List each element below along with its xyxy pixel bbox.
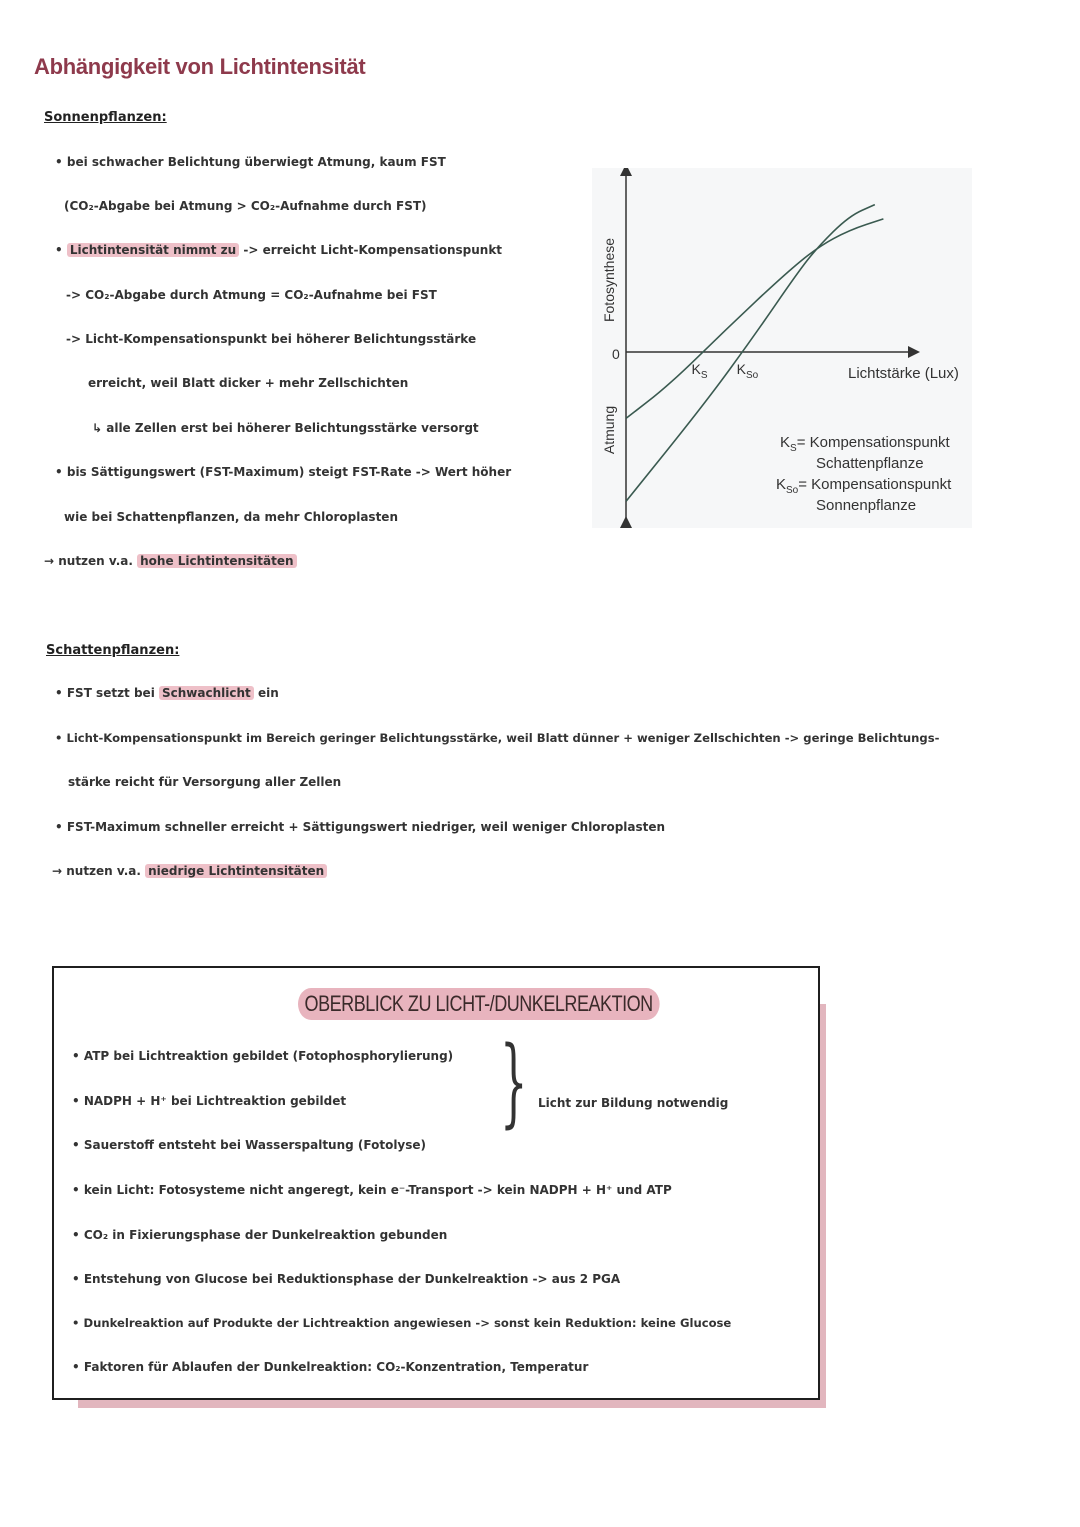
sun-line-4: -> CO₂-Abgabe durch Atmung = CO₂-Aufnahme bei FST xyxy=(66,288,437,302)
kso-sub: So xyxy=(746,370,759,381)
legend-kso-key: K xyxy=(776,476,787,493)
shade-line-1-c: ein xyxy=(253,686,279,700)
overview-item-factors: • Faktoren für Ablaufen der Dunkelreaktion: CO₂-Konzentration, Temperatur xyxy=(72,1360,589,1374)
overview-item-dependency: • Dunkelreaktion auf Produkte der Lichtreaktion angewiesen -> sonst kein Reduktion: keine Glucose xyxy=(72,1316,732,1330)
page-title: Abhängigkeit von Lichtintensität xyxy=(34,54,366,79)
overview-item-nadph: • NADPH + H⁺ bei Lichtreaktion gebildet xyxy=(72,1094,347,1108)
overview-item-atp: • ATP bei Lichtreaktion gebildet (Fotophosphorylierung) xyxy=(72,1049,454,1063)
shade-conclusion xyxy=(52,864,327,878)
sun-conclusion-prefix: → nutzen v.a. xyxy=(44,554,138,568)
sun-line-8: • bis Sättigungswert (FST-Maximum) steigt FST-Rate -> Wert höher xyxy=(55,465,512,479)
overview-item-oxygen: • Sauerstoff entsteht bei Wasserspaltung (Fotolyse) xyxy=(72,1138,427,1152)
legend-kso-cont: Sonnenpflanze xyxy=(816,497,917,514)
shade-line-1 xyxy=(55,686,279,700)
legend-ks xyxy=(780,434,951,454)
shade-plant-curve xyxy=(626,219,883,419)
sun-line-1: • bei schwacher Belichtung überwiegt Atmung, kaum FST xyxy=(55,155,446,169)
sun-line-2: (CO₂-Abgabe bei Atmung > CO₂-Aufnahme durch FST) xyxy=(64,199,427,213)
y-label-atmung: Atmung xyxy=(601,405,617,455)
shade-line-2: • Licht-Kompensationspunkt im Bereich geringer Belichtungsstärke, weil Blatt dünner + weniger Zellschichten -> geringe Belichtungs- xyxy=(55,731,940,745)
legend-kso-sub: So xyxy=(786,485,799,496)
sun-line-9: wie bei Schattenpflanzen, da mehr Chloroplasten xyxy=(64,510,398,524)
sun-line-5: -> Licht-Kompensationspunkt bei höherer Belichtungsstärke xyxy=(66,332,477,346)
overview-item-glucose: • Entstehung von Glucose bei Reduktionsphase der Dunkelreaktion -> aus 2 PGA xyxy=(72,1272,621,1286)
overview-title: OBERBLICK ZU LICHT-/DUNKELREAKTION xyxy=(298,988,659,1020)
photosynthesis-chart xyxy=(592,168,972,528)
bullet: • xyxy=(55,243,67,257)
zero-label: 0 xyxy=(612,346,620,362)
kso-point-label xyxy=(737,361,759,381)
shade-line-1-a: • FST setzt bei xyxy=(55,686,159,700)
legend-ks-cont: Schattenpflanze xyxy=(816,455,924,472)
chart-svg xyxy=(592,168,972,528)
legend-ks-sub: S xyxy=(790,443,797,454)
legend-kso xyxy=(776,476,952,496)
sun-line-6: erreicht, weil Blatt dicker + mehr Zellschichten xyxy=(88,376,409,390)
sun-line-3 xyxy=(55,243,502,257)
curly-brace-icon: } xyxy=(500,1026,528,1138)
shade-conclusion-prefix: → nutzen v.a. xyxy=(52,864,146,878)
highlight-low-intensity: niedrige Lichtintensitäten xyxy=(145,864,327,878)
shade-heading: Schattenpflanzen: xyxy=(46,643,180,658)
sun-line-7: ↳ alle Zellen erst bei höherer Belichtungsstärke versorgt xyxy=(92,421,479,435)
sun-heading: Sonnenpflanzen: xyxy=(44,110,167,125)
x-axis-label: Lichtstärke (Lux) xyxy=(848,365,959,382)
ks-sub: S xyxy=(700,370,708,381)
overview-item-co2: • CO₂ in Fixierungsphase der Dunkelreaktion gebunden xyxy=(72,1228,448,1242)
brace-note: Licht zur Bildung notwendig xyxy=(538,1096,729,1110)
highlight-high-intensity: hohe Lichtintensitäten xyxy=(137,554,296,568)
kso-k: K xyxy=(736,361,747,377)
sun-line-3-rest: -> erreicht Licht-Kompensationspunkt xyxy=(239,243,503,257)
overview-item-no-light: • kein Licht: Fotosysteme nicht angeregt, kein e⁻-Transport -> kein NADPH + H⁺ und ATP xyxy=(72,1183,672,1197)
highlight-weak-light: Schwachlicht xyxy=(159,686,254,700)
shade-line-3: stärke reicht für Versorgung aller Zellen xyxy=(68,775,342,789)
legend-kso-eq: = Kompensationspunkt xyxy=(798,476,952,493)
legend-ks-eq: = Kompensationspunkt xyxy=(796,434,950,451)
legend-ks-key: K xyxy=(780,434,791,451)
ks-point-label xyxy=(692,361,708,381)
ks-k: K xyxy=(691,361,701,377)
y-label-fotosynthese: Fotosynthese xyxy=(601,237,617,323)
highlight-light-increases: Lichtintensität nimmt zu xyxy=(67,243,239,257)
sun-conclusion xyxy=(44,554,297,568)
shade-line-4: • FST-Maximum schneller erreicht + Sättigungswert niedriger, weil weniger Chloroplasten xyxy=(55,820,666,834)
